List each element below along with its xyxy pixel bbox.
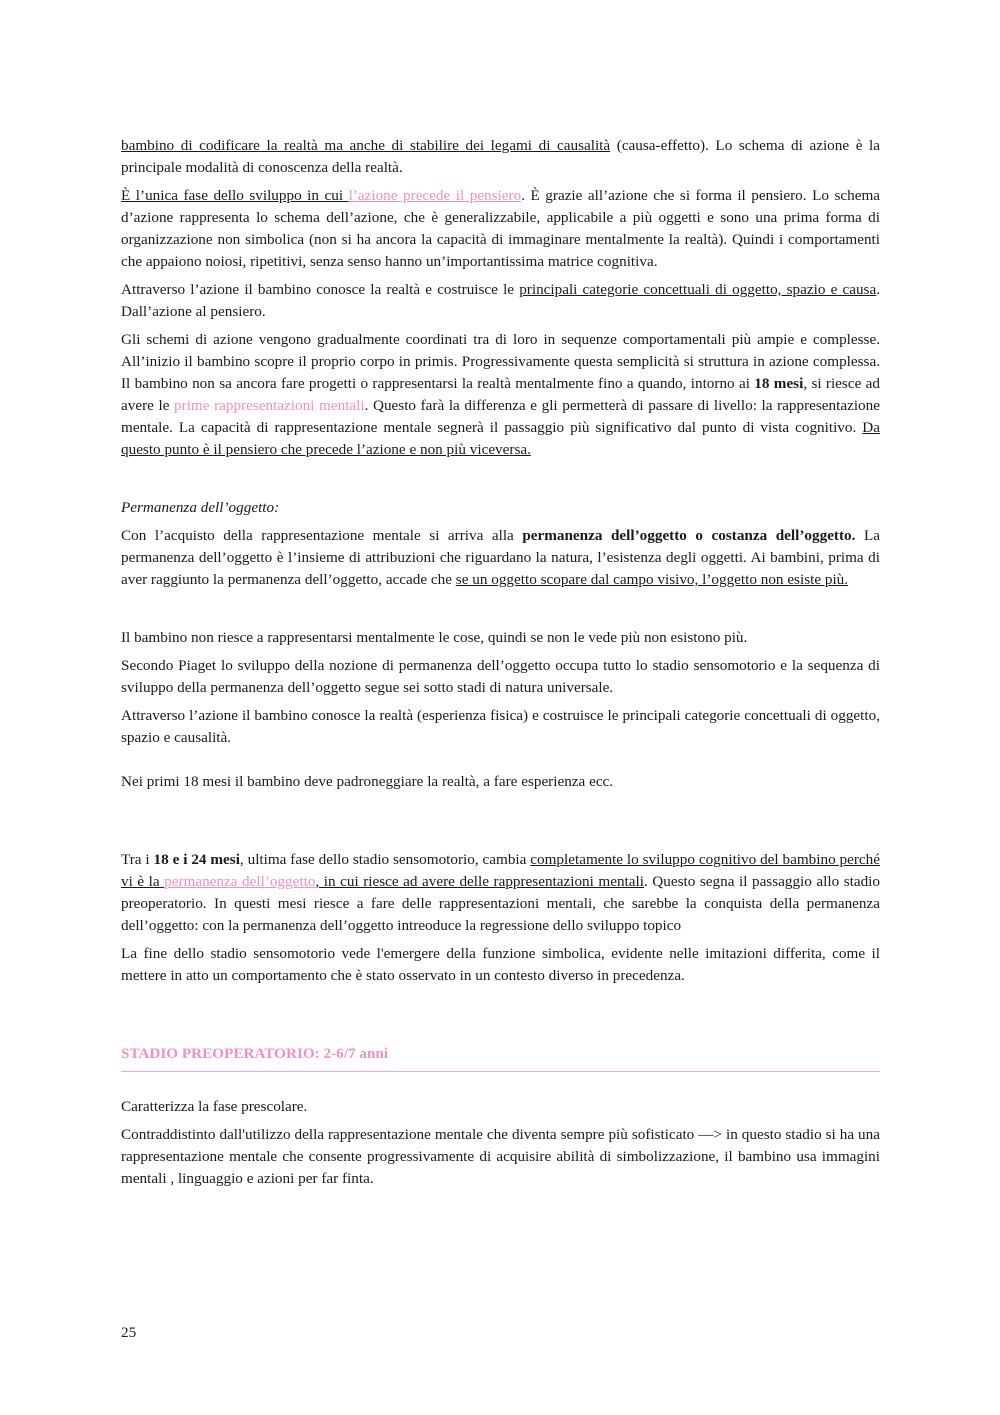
subheading-object-permanence: Permanenza dell’oggetto: [121,499,280,516]
paragraph-not-visible: Il bambino non riesce a rappresentarsi mentalmente le cose, quindi se non le vede più non esistono più. [121,629,748,646]
spacer [121,993,880,1043]
highlight-text: permanenza dell’oggetto [164,873,316,890]
paragraph-causality [121,135,880,179]
underlined-text: bambino di codificare la realtà ma anche di stabilire dei legami di causalità [121,137,611,154]
text-span: . Questo farà la differenza e gli permetterà di passare di livello: la rappresentazione mentale. La capacità di rappresentazione mentale segnerà il passaggio più significativo dal punto di vista cognitivo. [121,397,880,436]
heading-rule [121,1071,880,1072]
paragraph-experience: Attraverso l’azione il bambino conosce la realtà (esperienza fisica) e costruisce le principali categorie concettuali di oggetto, spazio e causalità. [121,707,880,746]
paragraph-object-permanence [121,525,880,591]
paragraph-18-24-months [121,849,880,937]
highlight-text: prime rappresentazioni mentali [174,397,365,414]
underlined-text: se un oggetto scopare dal campo visivo, l’oggetto non esiste più. [455,571,849,588]
section-heading: STADIO PREOPERATORIO: 2-6/7 anni [121,1045,389,1062]
underlined-text: , in cui riesce ad avere delle rappresentazioni mentali [315,873,644,890]
spacer [121,467,880,497]
text-span: Attraverso l’azione il bambino conosce la realtà e costruisce le [121,281,520,298]
paragraph-schemes [121,329,880,461]
text-span: . Questo segna il passaggio allo stadio preoperatorio. In questi mesi riesce a fare delle rappresentazioni mentali, che sarebbe la conquista della permanenza dell’oggetto: con la permanenza dell’oggetto intreoduce la regressione dello sviluppo topico [121,873,880,934]
paragraph-piaget: Secondo Piaget lo sviluppo della nozione di permanenza dell’oggetto occupa tutto lo stadio sensomotorio e la sequenza di sviluppo della permanenza dell’oggetto segue sei sotto stadi di natura universale. [121,657,880,696]
spacer [121,755,880,771]
bold-text: permanenza dell’oggetto o costanza dell’oggetto. [522,527,856,544]
paragraph-action-precedes-thought [121,185,880,273]
spacer [121,597,880,627]
bold-text: 18 e i 24 mesi [153,851,240,868]
bold-text: 18 mesi [754,375,804,392]
spacer [121,799,880,849]
paragraph-mental-representation: Contraddistinto dall'utilizzo della rappresentazione mentale che diventa sempre più sofisticato —> in questo stadio si ha una rappresentazione mentale che consente progressivamente di acquisire abilità di simbolizzazione, il bambino usa immagini mentali , linguaggio e azioni per far finta. [121,1126,880,1187]
text-span: Gli schemi di azione vengono gradualmente coordinati tra di loro in sequenze comportamentali più ampie e complesse. All’inizio il bambino scopre il proprio corpo in primis. Progressivamente questa semplicità si struttura in azione complessa. Il bambino non sa ancora fare progetti o rappresentarsi la realtà mentalmente fino a quando, intorno ai [121,331,880,392]
text-span: , ultima fase dello stadio sensomotorio, cambia [239,851,531,868]
paragraph-categories [121,279,880,323]
document-body [121,135,880,1196]
underlined-text: È l’unica fase dello sviluppo in cui [121,187,349,204]
paragraph-symbolic-function: La fine dello stadio sensomotorio vede l'emergere della funzione simbolica, evidente nelle imitazioni differita, come il mettere in atto un comportamento che è stato osservato in un contesto diverso in precedenza. [121,945,880,984]
text-span: (causa-effetto). Lo schema di azione è la principale modalità di conoscenza della realtà. [121,137,881,176]
text-span: . È grazie all’azione che si forma il pensiero. Lo schema d’azione rappresenta lo schema dell’azione, che è generalizzabile, applicabile a più oggetti e sono una prima forma di organizzazione non simbolica (non si ha ancora la capacità di immaginare mentalmente la realtà). Quindi i comportamenti che appaiono noiosi, ripetitivi, senza senso hanno un’importantissima matrice cognitiva. [121,187,881,270]
text-span: Con l’acquisto della rappresentazione mentale si arriva alla [121,527,523,544]
text-span: Tra i [121,851,154,868]
underlined-text: principali categorie concettuali di oggetto, spazio e causa [519,281,877,298]
page-number: 25 [121,1324,137,1341]
text-span: La permanenza dell’oggetto è l’insieme di attribuzioni che riguardano la natura, l’esistenza degli oggetti. Ai bambini, prima di aver raggiunto la permanenza dell’oggetto, accade che [121,527,880,588]
underlined-text: Da questo punto è il pensiero che precede l’azione e non più viceversa. [121,419,880,458]
highlight-text: l’azione precede il pensiero [348,187,522,204]
paragraph-preschool: Caratterizza la fase prescolare. [121,1098,308,1115]
text-span: . Dall’azione al pensiero. [121,281,881,320]
text-span: , si riesce ad avere le [121,375,880,414]
underlined-text: completamente lo sviluppo cognitivo del bambino perché vi è la [121,851,881,890]
paragraph-first-18-months: Nei primi 18 mesi il bambino deve padroneggiare la realtà, a fare esperienza ecc. [121,773,614,790]
